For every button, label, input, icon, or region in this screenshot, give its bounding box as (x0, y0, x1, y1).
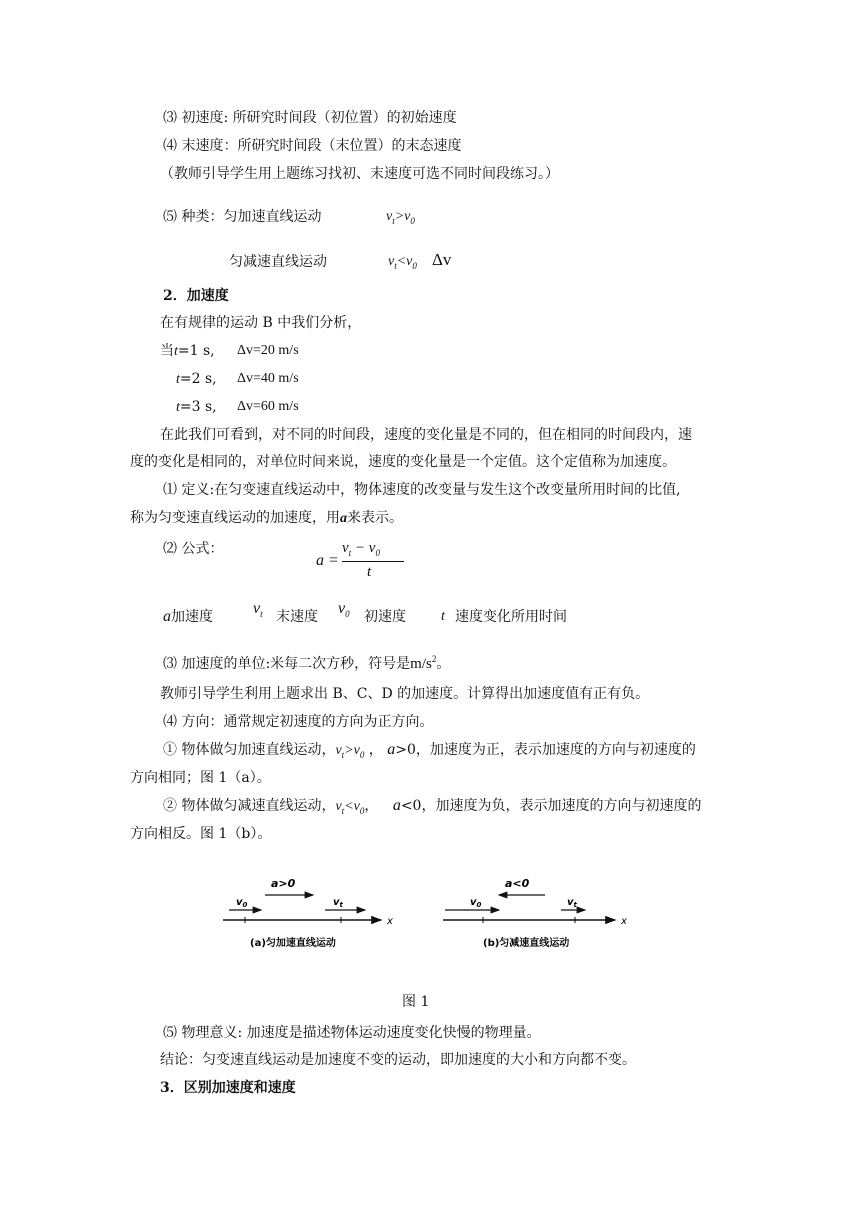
physical-meaning-line: ⑸ 物理意义: 加速度是描述物体运动速度变化快慢的物理量。 (163, 1025, 541, 1041)
unit-line: ⑶ 加速度的单位:米每二次方秒，符号是$m/s^2$。 (163, 654, 451, 672)
fig-b-v0-label: $v_0$ (470, 897, 482, 909)
fig-b-acc-label: a<0 (505, 877, 530, 890)
case-accel-line-2: 方向相同；图 1（a）。 (130, 770, 271, 786)
line-t3: t=3 s, Δv=60 m/s (176, 399, 299, 415)
figure-1-diagram (215, 868, 635, 960)
definition-line-1: ⑴ 定义:在匀变速直线运动中，物体速度的改变量与发生这个改变量所用时间的比值, (163, 482, 681, 498)
fig-a-acc-label: a>0 (271, 877, 296, 890)
case-decel-line-2: 方向相反。图 1（b）。 (130, 826, 272, 842)
fig-a-caption: (a)匀加速直线运动 (250, 938, 336, 949)
acceleration-formula: a = $v_t - v_0$ t (316, 540, 406, 584)
conclusion-line: 结论：匀变速直线运动是加速度不变的运动，即加速度的大小和方向都不变。 (160, 1052, 636, 1068)
paragraph-1-line-1: 在此我们可看到，对不同的时间段，速度的变化量是不同的，但在相同的时间段内，速 (160, 427, 692, 443)
heading-acceleration: 2．加速度 (163, 288, 229, 304)
inequality-vt-lt-v0: $v_t<v_0$ (388, 254, 417, 271)
inequality-vt-gt-v0: $v_t>v_0$ (386, 209, 415, 226)
line-teacher-note: （教师引导学生用上题练习找初、末速度可选不同时间段练习。） (160, 166, 559, 182)
formula-legend: a加速度 $v_t$ 末速度 $v_0$ 初速度 t 速度变化所用时间 (163, 600, 567, 625)
line-initial-velocity: ⑶ 初速度: 所研究时间段（初位置）的初始速度 (163, 110, 457, 126)
fig-b-vt-label: $v_t$ (567, 897, 577, 909)
heading-difference: 3．区别加速度和速度 (160, 1080, 296, 1096)
figure-a (223, 877, 393, 949)
figure-b (443, 877, 627, 949)
fig-a-axis-label: x (387, 916, 393, 927)
fig-a-v0-label: $v_0$ (236, 897, 248, 909)
fig-a-vt-label: $v_t$ (333, 897, 343, 909)
direction-line: ⑷ 方向：通常规定初速度的方向为正方向。 (163, 714, 434, 730)
formula-label: ⑵ 公式： (163, 541, 224, 557)
paragraph-teacher-calc: 教师引导学生利用上题求出 B、C、D 的加速度。计算得出加速度值有正有负。 (160, 686, 650, 702)
line-t1: 当t=1 s, Δv=20 m/s (160, 343, 299, 359)
paragraph-1-line-2: 度的变化是相同的，对单位时间来说，速度的变化量是一个定值。这个定值称为加速度。 (130, 454, 676, 470)
line-types-decel: 匀减速直线运动 $v_t<v_0$ Δv (229, 252, 327, 272)
line-types-accel: ⑸ 种类：匀加速直线运动 $v_t>v_0$ (163, 207, 321, 227)
case-accel-line-1: ① 物体做匀加速直线运动，$v_t>v_0$ ， a>0，加速度为正，表示加速度的方向与初速度的 (163, 741, 696, 760)
delta-v-symbol: Δv (432, 250, 452, 269)
figure-caption: 图 1 (402, 994, 430, 1010)
definition-line-2: 称为匀变速直线运动的加速度，用a来表示。 (130, 510, 403, 526)
fig-b-axis-label: x (621, 916, 627, 927)
line-motion-b: 在有规律的运动 B 中我们分析， (160, 315, 362, 331)
line-t2: t=2 s, Δv=40 m/s (176, 371, 299, 387)
line-final-velocity: ⑷ 末速度：所研究时间段（末位置）的末态速度 (163, 138, 462, 154)
fig-b-caption: (b)匀减速直线运动 (483, 938, 570, 949)
case-decel-line-1: ② 物体做匀减速直线运动，$v_t<v_0$， a<0，加速度为负，表示加速度的方向与初速度的 (163, 797, 702, 816)
